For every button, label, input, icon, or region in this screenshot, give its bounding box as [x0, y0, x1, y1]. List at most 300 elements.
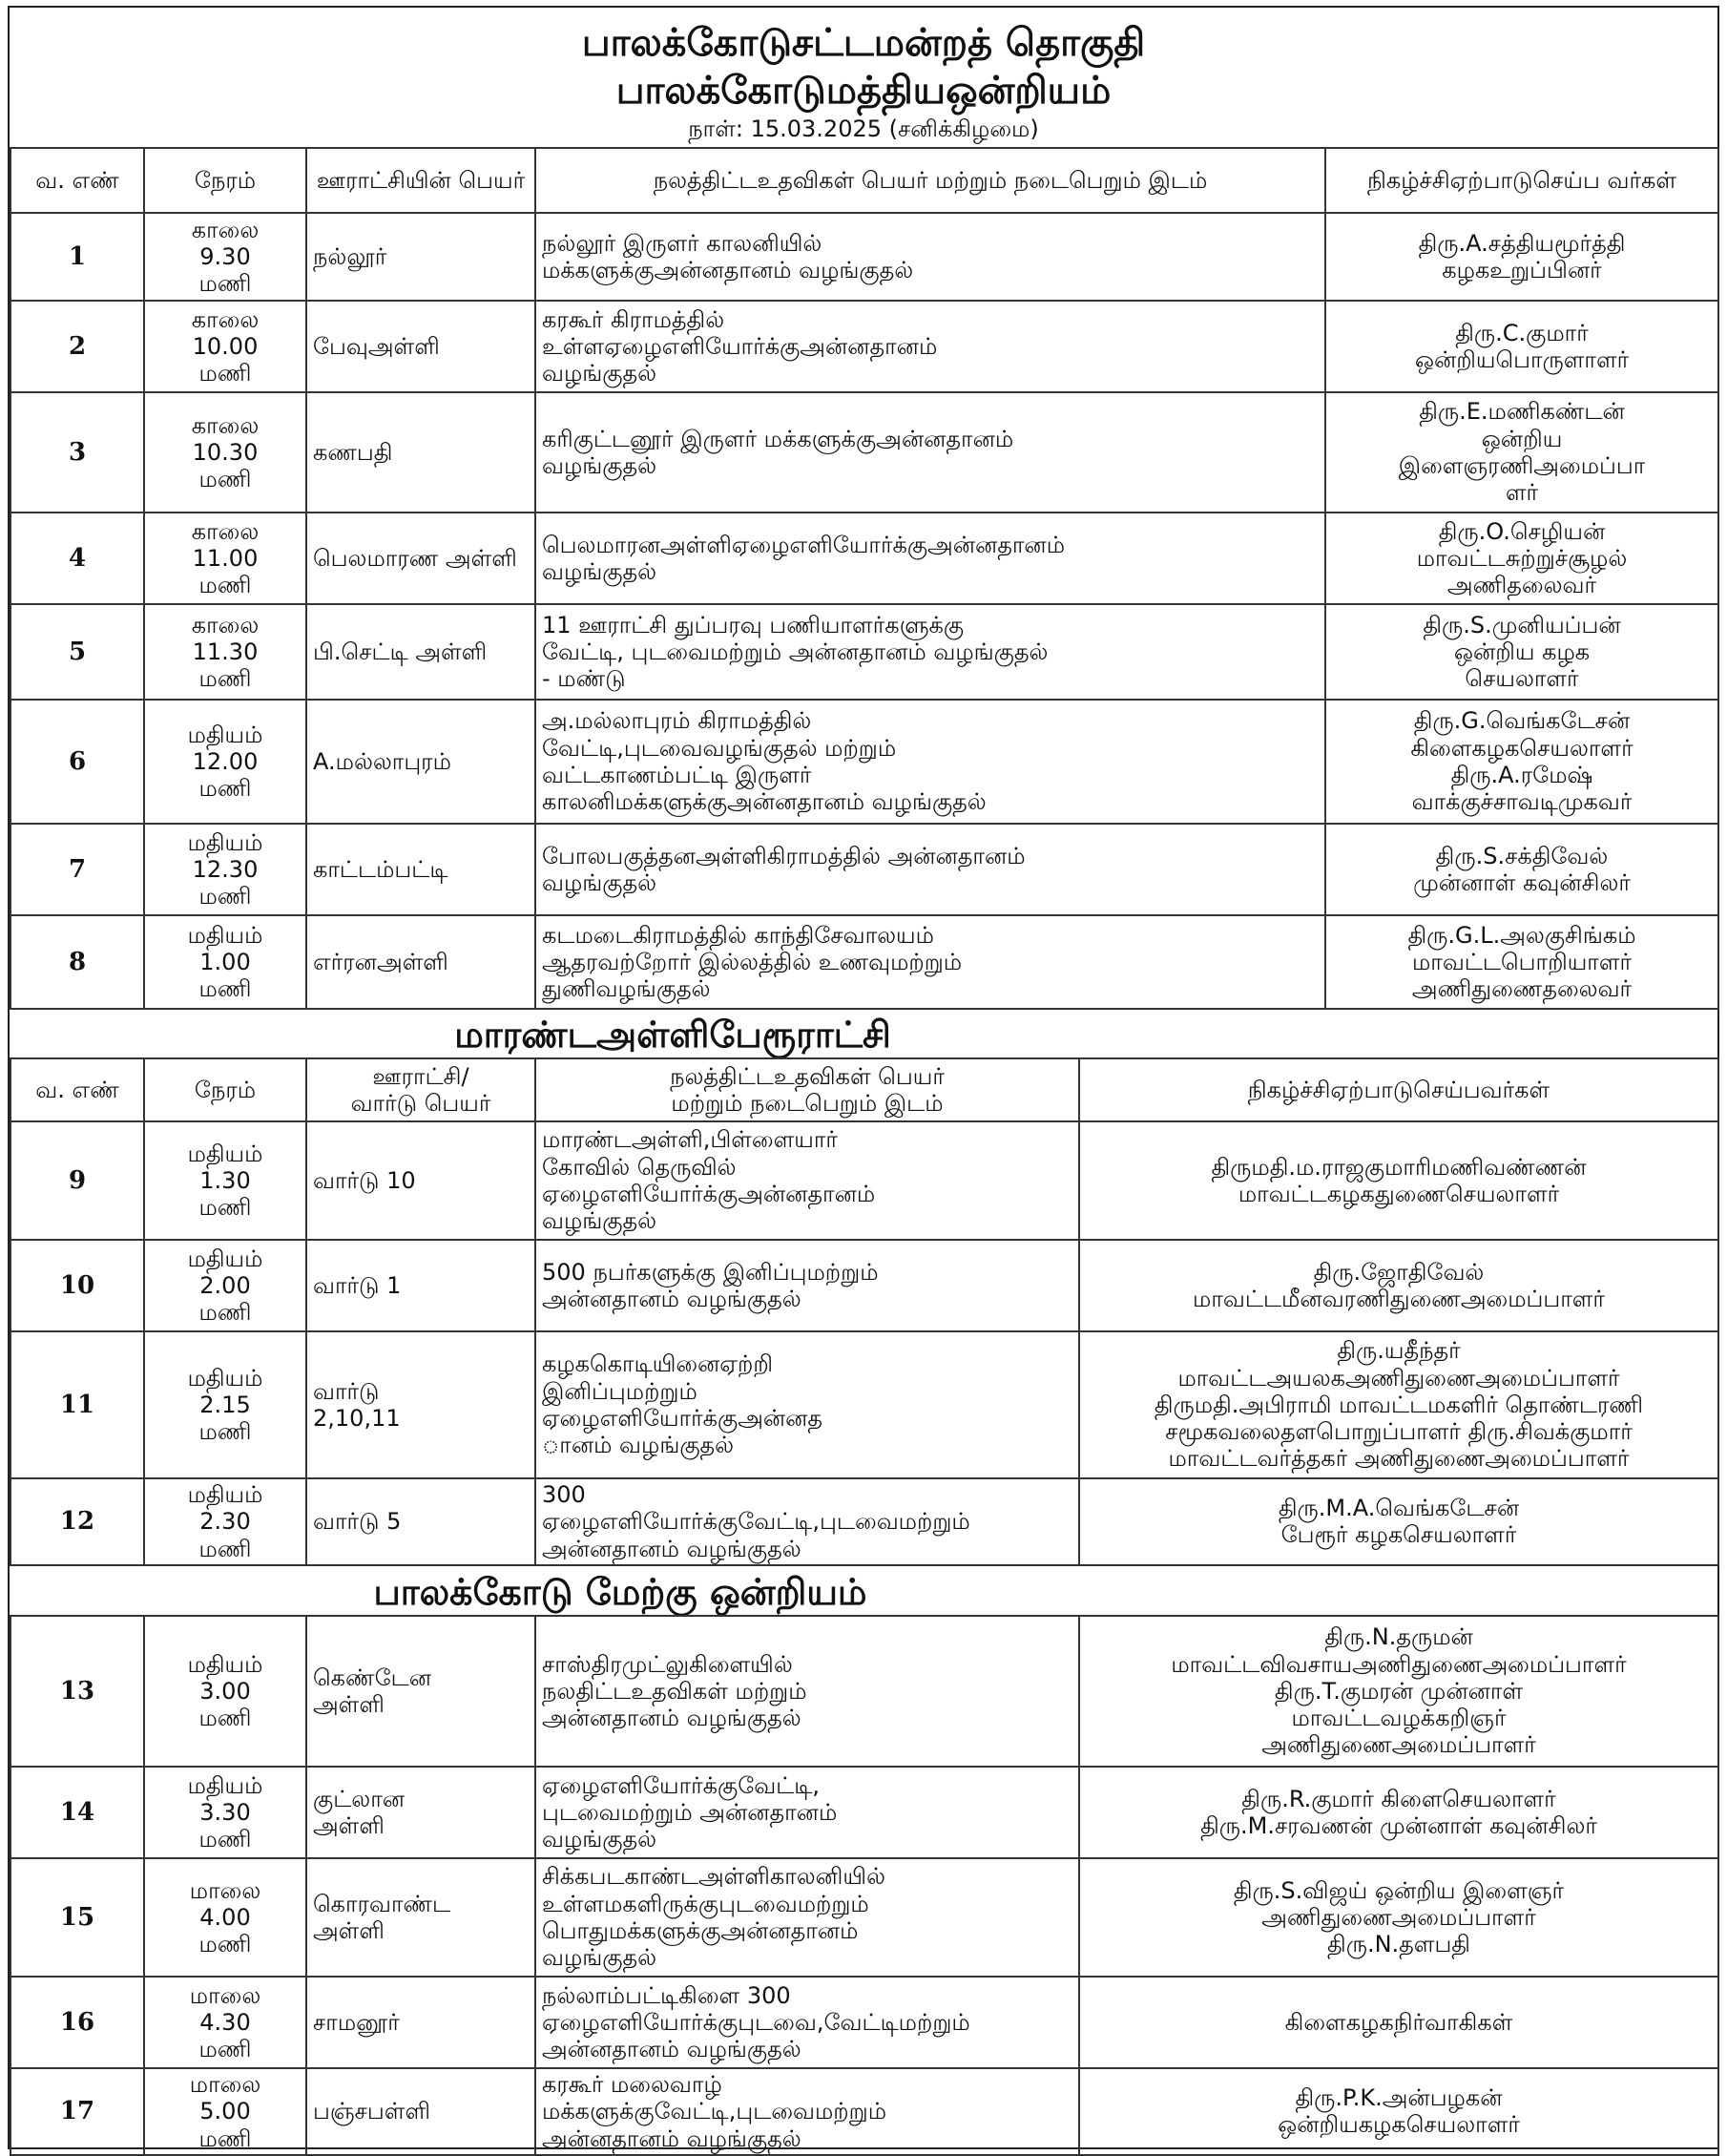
place-cell-line: ானம் வழங்குதல்	[542, 1432, 735, 1459]
time-cell-line: மணி	[198, 1826, 252, 1853]
time-cell	[144, 1858, 306, 1977]
place-cell-line: நல்லாம்பட்டிகிளை 300	[542, 1981, 791, 2009]
panchayat-name-line: பி.செட்டி அள்ளி	[313, 638, 488, 665]
time-cell	[144, 1977, 306, 2068]
serial-number	[10, 1478, 144, 1565]
organizer-cell-line: ஒன்றிய	[1481, 425, 1563, 452]
panchayat-name-line: 2,10,11	[313, 1405, 401, 1432]
time-cell-line: 2.15	[199, 1391, 251, 1418]
serial-number-line: 13	[59, 1676, 95, 1706]
schedule-table-3	[10, 1615, 1719, 2156]
organizer-cell-line: திரு.M.A.வெங்கடேசன்	[1278, 1495, 1520, 1522]
panchayat-name	[306, 1478, 535, 1565]
place-cell-line: 300	[542, 1481, 586, 1508]
place-cell-line: பெலமாரனஅள்ளிஏழைஎளியோர்க்குஅன்னதானம்	[542, 531, 1066, 558]
organizer-cell-line: திரு.ஜோதிவேல்	[1313, 1258, 1485, 1286]
place-cell-line: இனிப்புமற்றும்	[542, 1377, 697, 1405]
organizer-cell-line: ஒன்றிய கழக	[1453, 638, 1591, 665]
table-row	[10, 1331, 1718, 1478]
serial-number-line: 15	[59, 1902, 95, 1932]
time-cell-line: மணி	[198, 975, 252, 1003]
place-cell-line: வழங்குதல்	[542, 558, 657, 585]
header-place: நலத்திட்டஉதவிகள் பெயர் மற்றும் நடைபெறும் இடம்	[535, 148, 1325, 213]
place-cell-line: வட்டகாணம்பட்டி இருளர்	[542, 762, 812, 788]
time-cell-line: 3.00	[199, 1677, 251, 1705]
panchayat-name	[306, 1121, 535, 1240]
panchayat-name	[306, 301, 535, 392]
serial-number-line: 16	[59, 2007, 95, 2037]
place-cell-line: கரகூர் மலைவாழ்	[542, 2071, 722, 2098]
serial-number	[10, 1616, 144, 1767]
panchayat-name	[306, 2068, 535, 2155]
time-cell-line: மணி	[198, 270, 252, 298]
time-cell-line: மதியம்	[187, 828, 263, 856]
panchayat-name	[306, 1858, 535, 1977]
panchayat-name-line: வார்டு	[313, 1377, 380, 1405]
organizer-cell-line: ளர்	[1505, 479, 1539, 507]
organizer-cell	[1079, 1616, 1718, 1767]
place-cell	[535, 700, 1325, 824]
table-row	[10, 392, 1718, 513]
organizer-cell-line: திரு.S.முனியப்பன்	[1423, 611, 1621, 638]
organizer-cell-line: திரு.S.விஜய் ஒன்றிய இளைஞர்	[1233, 1876, 1565, 1904]
place-cell-line: மக்களுக்குவேட்டி,புடவைமற்றும்	[542, 2098, 887, 2125]
table-row	[10, 301, 1718, 392]
table-row	[10, 1616, 1718, 1767]
header-organizer: நிகழ்ச்சிஏற்பாடுசெய்ப வர்கள்	[1325, 148, 1718, 213]
place-cell	[535, 513, 1325, 604]
place-cell	[535, 1121, 1079, 1240]
serial-number-line: 1	[68, 241, 87, 271]
place-cell-line: வழங்குதல்	[542, 1944, 657, 1972]
panchayat-name	[306, 213, 535, 301]
place-cell	[535, 301, 1325, 392]
panchayat-name	[306, 392, 535, 513]
place-cell	[535, 824, 1325, 915]
time-cell	[144, 824, 306, 915]
organizer-cell-line: திரு.C.குமார்	[1455, 319, 1589, 346]
serial-number-line: 2	[68, 331, 87, 361]
time-cell	[144, 700, 306, 824]
organizer-cell-line: திரு.G.L.அலகுசிங்கம்	[1407, 921, 1636, 949]
serial-number	[10, 604, 144, 700]
time-cell-line: 11.00	[192, 544, 259, 572]
place-cell-line: காலனிமக்களுக்குஅன்னதானம் வழங்குதல்	[542, 788, 987, 816]
panchayat-name-line: எர்ரனஅள்ளி	[313, 948, 448, 975]
serial-number	[10, 392, 144, 513]
panchayat-name	[306, 1616, 535, 1767]
serial-number	[10, 1858, 144, 1977]
organizer-cell	[1079, 1858, 1718, 1977]
table-row	[10, 1858, 1718, 1977]
place-cell-line: வழங்குதல்	[542, 1207, 657, 1235]
organizer-cell-line: முன்னாள் கவுன்சிலர்	[1413, 869, 1631, 896]
time-cell-line: மதியம்	[187, 1245, 263, 1272]
place-cell-line: நலதிட்டஉதவிகள் மற்றும்	[542, 1677, 807, 1705]
table-row	[10, 700, 1718, 824]
time-cell-line: மதியம்	[187, 1364, 263, 1392]
header-place: நலத்திட்டஉதவிகள் பெயர் மற்றும் நடைபெறும் இடம்	[535, 1058, 1079, 1121]
time-cell-line: மதியம்	[187, 1771, 263, 1799]
title-line-1: பாலக்கோடுசட்டமன்றத் தொகுதி	[581, 21, 1146, 65]
serial-number	[10, 1977, 144, 2068]
place-cell-line: ஏழைஎளியோர்க்குபுடவை,வேட்டிமற்றும்	[542, 2008, 970, 2036]
serial-number-line: 8	[68, 947, 87, 976]
table-row	[10, 1767, 1718, 1858]
header-organizer: நிகழ்ச்சிஏற்பாடுசெய்பவர்கள்	[1079, 1058, 1718, 1121]
time-cell	[144, 1616, 306, 1767]
serial-number	[10, 2068, 144, 2155]
panchayat-name	[306, 604, 535, 700]
place-cell	[535, 1616, 1079, 1767]
organizer-cell	[1325, 513, 1718, 604]
place-cell-line: கரிகுட்டனூர் இருளர் மக்களுக்குஅன்னதானம்	[542, 425, 1014, 452]
panchayat-name	[306, 513, 535, 604]
time-cell-line: மதியம்	[187, 1140, 263, 1167]
time-cell	[144, 915, 306, 1009]
panchayat-name-line: பேவுஅள்ளி	[313, 332, 440, 360]
organizer-cell-line: ஒன்றியகழகசெயலாளர்	[1278, 2111, 1520, 2139]
place-cell-line: அன்னதானம் வழங்குதல்	[542, 2036, 801, 2063]
panchayat-name	[306, 1240, 535, 1331]
time-cell-line: மணி	[198, 360, 252, 387]
place-cell	[535, 1977, 1079, 2068]
organizer-cell	[1325, 213, 1718, 301]
serial-number-line: 4	[68, 543, 87, 573]
serial-number	[10, 1331, 144, 1478]
time-cell	[144, 1478, 306, 1565]
header-panchayat: ஊராட்சியின் பெயர்	[306, 148, 535, 213]
date-line: நாள்: 15.03.2025 (சனிக்கிழமை)	[688, 115, 1039, 142]
time-cell-line: 4.00	[199, 1903, 251, 1931]
place-cell-line: 11 ஊராட்சி துப்பரவு பணியாளர்களுக்கு	[542, 611, 965, 638]
organizer-cell-line: வாக்குச்சாவடிமுகவர்	[1411, 788, 1633, 816]
time-cell	[144, 1767, 306, 1858]
place-cell-line: ஏழைஎளியோர்க்குவேட்டி,புடவைமற்றும்	[542, 1508, 970, 1536]
time-cell	[144, 392, 306, 513]
organizer-cell-line: மாவட்டசுற்றுச்சூழல்	[1416, 544, 1628, 572]
time-cell-line: 1.30	[199, 1166, 251, 1194]
time-cell-line: மணி	[198, 1418, 252, 1446]
section-title-palacode-west: பாலக்கோடு மேற்கு ஒன்றியம்	[373, 1571, 867, 1613]
place-cell	[535, 1767, 1079, 1858]
place-cell-line: அன்னதானம் வழங்குதல்	[542, 2125, 801, 2152]
panchayat-name-line: அள்ளி	[313, 1917, 385, 1944]
panchayat-name-line: வார்டு 1	[313, 1271, 402, 1299]
organizer-cell-line: மாவட்டவழக்கறிஞர்	[1291, 1705, 1507, 1732]
place-cell	[535, 2068, 1079, 2155]
place-cell-line: சாஸ்திரமுட்லுகிளையில்	[542, 1650, 793, 1678]
header-serial: வ. எண்	[10, 148, 144, 213]
time-cell-line: மணி	[198, 466, 252, 493]
place-cell	[535, 1240, 1079, 1331]
table-row	[10, 1121, 1718, 1240]
place-cell-line: புடவைமற்றும் அன்னதானம்	[542, 1798, 838, 1826]
title-line-2: பாலக்கோடுமத்தியஒன்றியம்	[615, 69, 1112, 113]
serial-number	[10, 700, 144, 824]
place-cell-line: ஏழைஎளியோர்க்குஅன்னதானம்	[542, 1181, 876, 1207]
serial-number-line: 6	[68, 746, 87, 776]
place-cell-line: போலபகுத்தனஅள்ளிகிராமத்தில் அன்னதானம்	[542, 842, 1026, 869]
organizer-cell-line: திருமதி.அபிராமி மாவட்டமகளிர் தொண்டரணி	[1154, 1391, 1644, 1418]
schedule-table-2	[10, 1057, 1719, 1566]
serial-number-line: 11	[59, 1390, 95, 1419]
panchayat-name-line: பஞ்சபள்ளி	[313, 2098, 430, 2125]
place-cell	[535, 213, 1325, 301]
panchayat-name-line: நல்லூர்	[313, 242, 387, 270]
serial-number	[10, 1767, 144, 1858]
place-cell-line: வழங்குதல்	[542, 869, 657, 896]
time-cell	[144, 213, 306, 301]
place-cell-line: சிக்கபடகாண்டஅள்ளிகாலனியில்	[542, 1863, 885, 1891]
time-cell-line: 1.00	[199, 948, 251, 975]
panchayat-name-line: அள்ளி	[313, 1691, 385, 1718]
time-cell-line: மணி	[198, 1535, 252, 1562]
organizer-cell-line: திரு.E.மணிகண்டன்	[1419, 398, 1625, 426]
place-cell-line: துணிவழங்குதல்	[542, 975, 711, 1003]
time-cell-line: மணி	[198, 1705, 252, 1732]
time-cell-line: மணி	[198, 1194, 252, 1222]
panchayat-name-line: கெண்டேன	[313, 1664, 431, 1691]
time-cell-line: 5.00	[199, 2098, 251, 2125]
time-cell	[144, 513, 306, 604]
organizer-cell-line: மாவட்டமீனவரணிதுணைஅமைப்பாளர்	[1193, 1286, 1605, 1312]
place-cell-line: மக்களுக்குஅன்னதானம் வழங்குதல்	[542, 257, 914, 283]
time-cell-line: 3.30	[199, 1798, 251, 1826]
organizer-cell	[1325, 824, 1718, 915]
place-cell-line: அ.மல்லாபுரம் கிராமத்தில்	[542, 707, 812, 735]
place-cell	[535, 1478, 1079, 1565]
serial-number	[10, 213, 144, 301]
header-time: நேரம்	[144, 1058, 306, 1121]
panchayat-name-line: வார்டு 5	[313, 1508, 402, 1536]
time-cell-line: மதியம்	[187, 1650, 263, 1678]
panchayat-name	[306, 824, 535, 915]
organizer-cell-line: அணிதுணைதலைவர்	[1411, 975, 1633, 1003]
time-cell-line: மணி	[198, 883, 252, 911]
time-cell-line: காலை	[191, 517, 260, 545]
table-row	[10, 604, 1718, 700]
serial-number-line: 17	[59, 2097, 95, 2126]
organizer-cell-line: அணிதுணைஅமைப்பாளர்	[1261, 1903, 1536, 1931]
organizer-cell-line: திரு.A.ரமேஷ்	[1450, 762, 1593, 788]
place-cell-line: 500 நபர்களுக்கு இனிப்புமற்றும்	[542, 1258, 879, 1286]
schedule-table-1	[10, 147, 1719, 1010]
time-cell	[144, 1331, 306, 1478]
header-serial: வ. எண்	[10, 1058, 144, 1121]
organizer-cell-line: திரு.T.குமரன் முன்னாள்	[1274, 1677, 1524, 1705]
place-cell-line: உள்ளமகளிருக்குபுடவைமற்றும்	[542, 1890, 869, 1917]
serial-number-line: 5	[68, 637, 87, 666]
time-cell-line: 12.00	[192, 747, 259, 775]
table-row	[10, 213, 1718, 301]
panchayat-name-line: காட்டம்பட்டி	[313, 855, 448, 883]
header-ward: ஊராட்சி/ வார்டு பெயர்	[306, 1058, 535, 1121]
organizer-cell-line: திரு.N.தளபதி	[1327, 1931, 1470, 1958]
organizer-cell	[1325, 301, 1718, 392]
time-cell-line: மணி	[198, 1299, 252, 1327]
place-cell	[535, 1331, 1079, 1478]
place-cell	[535, 1858, 1079, 1977]
time-cell-line: மதியம்	[187, 1481, 263, 1508]
place-cell-line: கடமடைகிராமத்தில் காந்திசேவாலயம்	[542, 921, 934, 949]
organizer-cell	[1325, 915, 1718, 1009]
time-cell-line: காலை	[191, 305, 260, 333]
organizer-cell	[1079, 1478, 1718, 1565]
panchayat-name-line: பெலமாரண அள்ளி	[313, 544, 517, 572]
panchayat-name-line: குட்லான	[313, 1785, 406, 1812]
time-cell	[144, 1240, 306, 1331]
time-cell	[144, 1121, 306, 1240]
organizer-cell-line: கிளைகழகசெயலாளர்	[1410, 734, 1633, 762]
time-cell-line: 12.30	[192, 855, 259, 883]
time-cell-line: 10.00	[192, 332, 259, 360]
time-cell-line: மணி	[198, 775, 252, 803]
place-cell-line: வழங்குதல்	[542, 360, 657, 387]
section-title-marandahalli: மாரண்டஅள்ளிபேரூராட்சி	[454, 1014, 891, 1056]
place-cell-line: கழககொடியினைஏற்றி	[542, 1350, 773, 1378]
panchayat-name-line: A.மல்லாபுரம்	[313, 747, 451, 775]
place-cell-line: மாரண்டஅள்ளி,பிள்ளையார்	[542, 1126, 838, 1154]
document-page	[8, 6, 1719, 2152]
organizer-cell	[1079, 1977, 1718, 2068]
organizer-cell-line: திரு.G.வெங்கடேசன்	[1413, 707, 1631, 735]
place-cell-line: வழங்குதல்	[542, 1826, 657, 1853]
serial-number	[10, 301, 144, 392]
serial-number	[10, 1121, 144, 1240]
panchayat-name	[306, 1977, 535, 2068]
table-row	[10, 915, 1718, 1009]
organizer-cell-line: திரு.O.செழியன்	[1438, 517, 1606, 545]
organizer-cell-line: திரு.N.தருமன்	[1324, 1623, 1473, 1651]
serial-number-line: 3	[68, 437, 87, 467]
organizer-cell-line: திரு.S.சக்திவேல்	[1435, 842, 1609, 869]
organizer-cell	[1325, 700, 1718, 824]
header-time: நேரம்	[144, 148, 306, 213]
place-cell-line: அன்னதானம் வழங்குதல்	[542, 1535, 801, 1562]
time-cell-line: மாலை	[189, 1981, 261, 2009]
place-cell	[535, 915, 1325, 1009]
time-cell-line: மதியம்	[187, 921, 263, 949]
organizer-cell	[1325, 604, 1718, 700]
serial-number	[10, 513, 144, 604]
place-cell-line: உள்ளஏழைஎளியோர்க்குஅன்னதானம்	[542, 332, 938, 360]
time-cell-line: மாலை	[189, 2071, 261, 2098]
place-cell-line: வேட்டி, புடவைமற்றும் அன்னதானம் வழங்குதல்	[542, 638, 1049, 665]
table-row	[10, 1240, 1718, 1331]
panchayat-name	[306, 915, 535, 1009]
organizer-cell-line: ஒன்றியபொருளாளர்	[1414, 346, 1630, 373]
organizer-cell	[1079, 2068, 1718, 2155]
serial-number-line: 14	[59, 1797, 95, 1827]
serial-number-line: 12	[59, 1507, 95, 1537]
time-cell-line: 11.30	[192, 638, 259, 665]
organizer-cell-line: மாவட்டகழகதுணைசெயலாளர்	[1238, 1181, 1560, 1207]
time-cell-line: 9.30	[199, 242, 251, 270]
time-cell-line: மணி	[198, 572, 252, 599]
time-cell-line: மதியம்	[187, 721, 263, 748]
time-cell-line: 4.30	[199, 2008, 251, 2036]
time-cell-line: காலை	[191, 611, 260, 638]
panchayat-name	[306, 1767, 535, 1858]
place-cell	[535, 392, 1325, 513]
time-cell	[144, 604, 306, 700]
organizer-cell-line: மாவட்டவிவசாயஅணிதுணைஅமைப்பாளர்	[1171, 1650, 1627, 1678]
serial-number	[10, 1240, 144, 1331]
organizer-cell-line: அணிதுணைஅமைப்பாளர்	[1261, 1731, 1536, 1759]
organizer-cell-line: திரு.யதீந்தர்	[1337, 1337, 1461, 1365]
organizer-cell	[1079, 1767, 1718, 1858]
organizer-cell	[1079, 1240, 1718, 1331]
place-cell-line: நல்லூர் இருளர் காலனியில்	[542, 229, 822, 257]
serial-number-line: 9	[68, 1165, 87, 1195]
organizer-cell-line: மாவட்டவர்த்தகர் அணிதுணைஅமைப்பாளர்	[1168, 1445, 1630, 1473]
organizer-cell-line: கிளைகழகநிர்வாகிகள்	[1284, 2008, 1513, 2036]
organizer-cell-line: திருமதி.ம.ராஜகுமாரிமணிவண்ணன்	[1211, 1153, 1587, 1181]
place-cell	[535, 604, 1325, 700]
time-cell-line: மணி	[198, 665, 252, 693]
place-cell-line: கோவில் தெருவில்	[542, 1153, 737, 1181]
place-cell-line: அன்னதானம் வழங்குதல்	[542, 1286, 801, 1312]
time-cell-line: 2.00	[199, 1271, 251, 1299]
serial-number-line: 7	[68, 854, 87, 884]
panchayat-name	[306, 700, 535, 824]
serial-number	[10, 824, 144, 915]
table-row	[10, 1478, 1718, 1565]
time-cell	[144, 301, 306, 392]
place-cell-line: பொதுமக்களுக்குஅன்னதானம்	[542, 1917, 859, 1944]
organizer-cell-line: இளைஞரணிஅமைப்பா	[1398, 452, 1646, 479]
organizer-cell-line: திரு.P.K.அன்பழகன்	[1295, 2084, 1503, 2112]
place-cell-line: - மண்டு	[542, 665, 626, 693]
panchayat-name-line: வார்டு 10	[313, 1166, 416, 1194]
organizer-cell-line: திரு.A.சத்தியமூர்த்தி	[1418, 229, 1626, 257]
panchayat-name-line: அள்ளி	[313, 1812, 385, 1839]
time-cell-line: காலை	[191, 216, 260, 243]
organizer-cell-line: அணிதலைவர்	[1446, 572, 1597, 599]
time-cell-line: 10.30	[192, 438, 259, 466]
time-cell-line: மணி	[198, 2036, 252, 2063]
table-row	[10, 513, 1718, 604]
organizer-cell-line: கழகஉறுப்பினர்	[1442, 257, 1602, 283]
place-cell-line: வேட்டி,புடவைவழங்குதல் மற்றும்	[542, 734, 897, 762]
organizer-cell-line: பேரூர் கழகசெயலாளர்	[1280, 1521, 1517, 1549]
organizer-cell	[1079, 1331, 1718, 1478]
panchayat-name-line: சாமனூர்	[313, 2008, 400, 2036]
table-row	[10, 2068, 1718, 2155]
place-cell-line: வழங்குதல்	[542, 452, 657, 479]
organizer-cell-line: திரு.M.சரவணன் முன்னாள் கவுன்சிலர்	[1200, 1812, 1597, 1839]
time-cell-line: மணி	[198, 1931, 252, 1958]
table2-header-row	[10, 1058, 1718, 1121]
table-row	[10, 824, 1718, 915]
place-cell-line: ஏழைஎளியோர்க்குவேட்டி,	[542, 1771, 821, 1799]
organizer-cell-line: திரு.R.குமார் கிளைசெயலாளர்	[1241, 1785, 1556, 1812]
serial-number	[10, 915, 144, 1009]
time-cell-line: மணி	[198, 2125, 252, 2152]
place-cell-line: அன்னதானம் வழங்குதல்	[542, 1705, 801, 1732]
panchayat-name	[306, 1331, 535, 1478]
panchayat-name-line: கொரவாண்ட	[313, 1890, 451, 1917]
organizer-cell-line: செயலாளர்	[1465, 665, 1579, 693]
place-cell-line: கரகூர் கிராமத்தில்	[542, 305, 725, 333]
place-cell-line: ஏழைஎளியோர்க்குஅன்னத	[542, 1405, 823, 1432]
organizer-cell-line: மாவட்டஅயலகஅணிதுணைஅமைப்பாளர்	[1177, 1364, 1620, 1392]
organizer-cell-line: மாவட்டபொறியாளர்	[1411, 948, 1633, 975]
panchayat-name-line: கணபதி	[313, 438, 393, 466]
time-cell	[144, 2068, 306, 2155]
table-row	[10, 1977, 1718, 2068]
